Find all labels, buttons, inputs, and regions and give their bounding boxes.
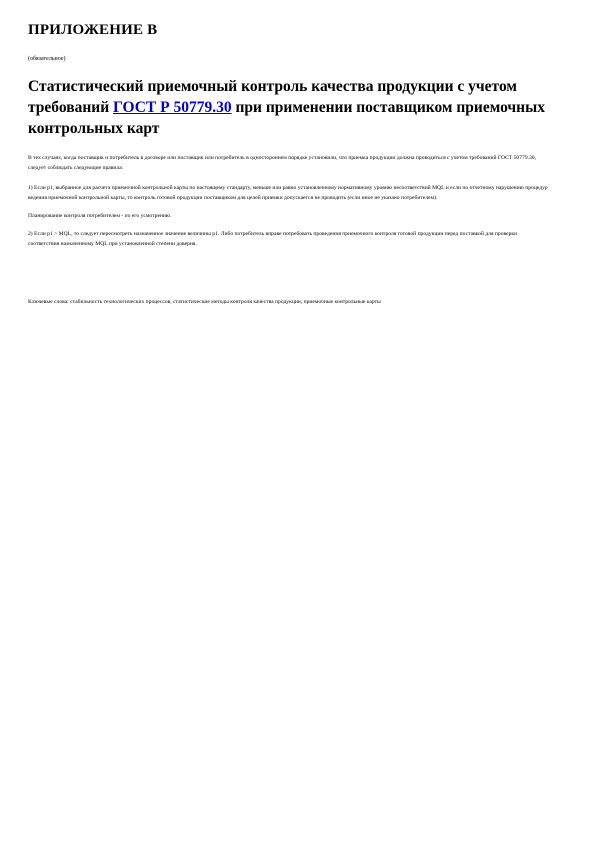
- document-page: [28, 22, 558, 307]
- planning-paragraph: Планирование контроля потребителем - по его усмотрению.: [28, 213, 172, 219]
- title-text-start: Статистический приемочный контроль качества продукции с учетом требований: [28, 78, 517, 116]
- intro-paragraph: В тех случаях, когда поставщик и потребитель в договоре или поставщик или потребитель в одностороннем порядке установили, что приемка продукции должна проводиться с учетом требований ГОСТ 50779.30, следует соблюдать следующие правила:: [28, 155, 537, 171]
- rule-1-paragraph: 1) Если р1, выбранное для расчета приемочной контрольной карты по настоящему стандарту, меньше или равно установленному нормативному уровню несоответствий MQL и если по отчетному нарушению процедур ведения приемочной контрольной карты, то контроль готовой продукции поставщиком для целей приемки допускается не проводить (если иное не указано потребителем).: [28, 185, 548, 201]
- gost-link[interactable]: ГОСТ Р 50779.30: [113, 99, 232, 116]
- annex-heading: ПРИЛОЖЕНИЕ В: [28, 22, 158, 38]
- keywords-paragraph: Ключевые слова: стабильность технологических процессов, статистические методы контроля качества продукции, приемочные контрольные карты: [28, 299, 381, 305]
- annex-status: (обязательное): [28, 56, 66, 62]
- rule-2-paragraph: 2) Если р1 > MQL, то следует пересмотреть назначенное значение величины р1. Либо потребитель вправе потребовать проведения приемочного контроля готовой продукции перед поставкой для проверки соответствия назначенному MQL при установленной степени доверия.: [28, 231, 518, 247]
- annex-title: [28, 76, 568, 139]
- title-text-end: при применении поставщиком приемочных контрольных карт: [28, 99, 545, 137]
